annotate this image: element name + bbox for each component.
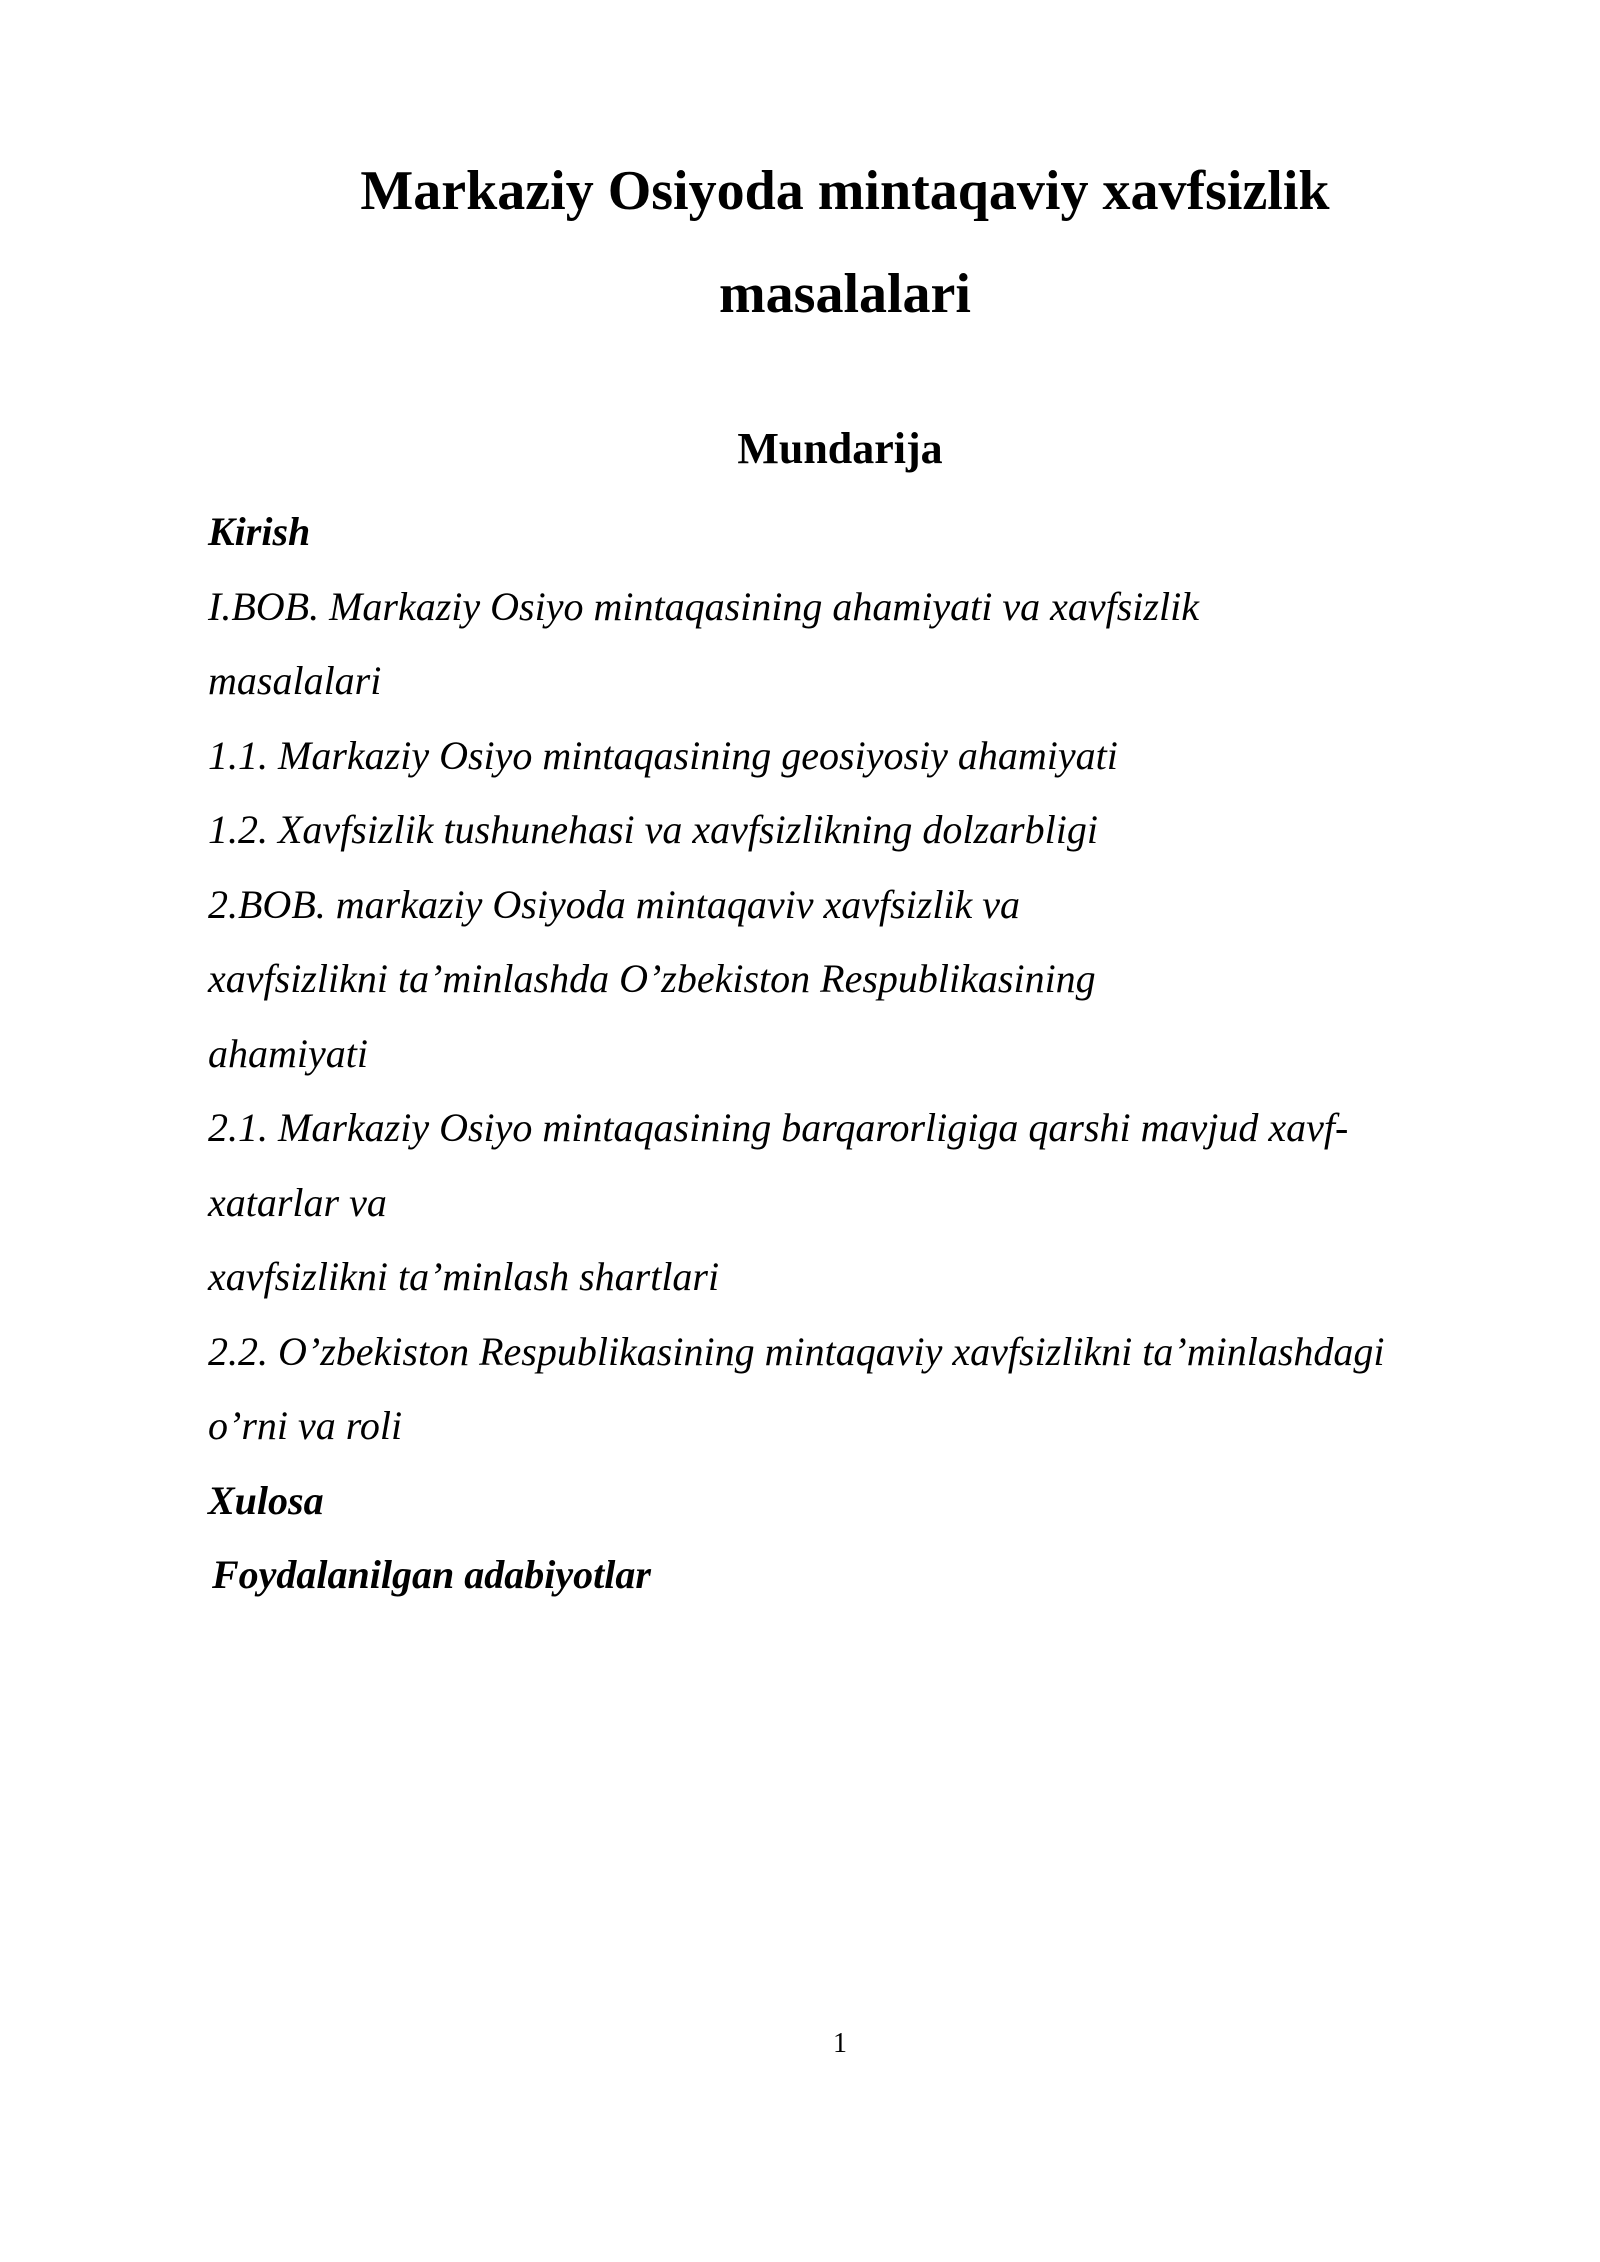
toc-entry-section-2-2: 2.2. O’zbekiston Respublikasining mintaqaviy xavfsizlikni ta’minlashdagi <box>208 1328 1385 1374</box>
toc-entry-section-1-1: 1.1. Markaziy Osiyo mintaqasining geosiyosiy ahamiyati <box>208 732 1118 778</box>
toc-entry-section-2-2-continued: o’rni va roli <box>208 1403 403 1448</box>
toc-entry-introduction: Kirish <box>208 509 311 554</box>
toc-entry-conclusion: Xulosa <box>208 1477 324 1523</box>
table-of-contents <box>208 507 1385 1625</box>
toc-entry-chapter-2-continued-1: xavfsizlikni ta’minlashda O’zbekiston Respublikasining <box>208 956 1096 1001</box>
toc-entry-section-2-1: 2.1. Markaziy Osiyo mintaqasining barqarorligiga qarshi mavjud xavf- <box>208 1105 1349 1150</box>
toc-entry-chapter-1: I.BOB. Markaziy Osiyo mintaqasining ahamiyati va xavfsizlik <box>208 583 1199 629</box>
toc-entry-section-2-1-continued-2: xavfsizlikni ta’minlash shartlari <box>208 1254 720 1299</box>
toc-entry-chapter-1-continued: masalalari <box>208 658 382 703</box>
toc-entry-bibliography: Foydalanilgan adabiyotlar <box>212 1552 651 1597</box>
toc-entry-chapter-2: 2.BOB. markaziy Osiyoda mintaqaviv xavfsizlik va <box>208 881 1021 927</box>
page-number: 1 <box>833 2028 847 2059</box>
table-of-contents-heading: Mundarija <box>737 424 943 473</box>
toc-entry-section-1-2: 1.2. Xavfsizlik tushunehasi va xavfsizlikning dolzarbligi <box>208 807 1098 852</box>
toc-entry-section-2-1-continued-1: xatarlar va <box>208 1179 387 1225</box>
toc-entry-chapter-2-continued-2: ahamiyati <box>208 1030 368 1076</box>
document-title-line-2: masalalari <box>719 263 971 325</box>
document-title-line-1: Markaziy Osiyoda mintaqaviy xavfsizlik <box>360 160 1330 222</box>
